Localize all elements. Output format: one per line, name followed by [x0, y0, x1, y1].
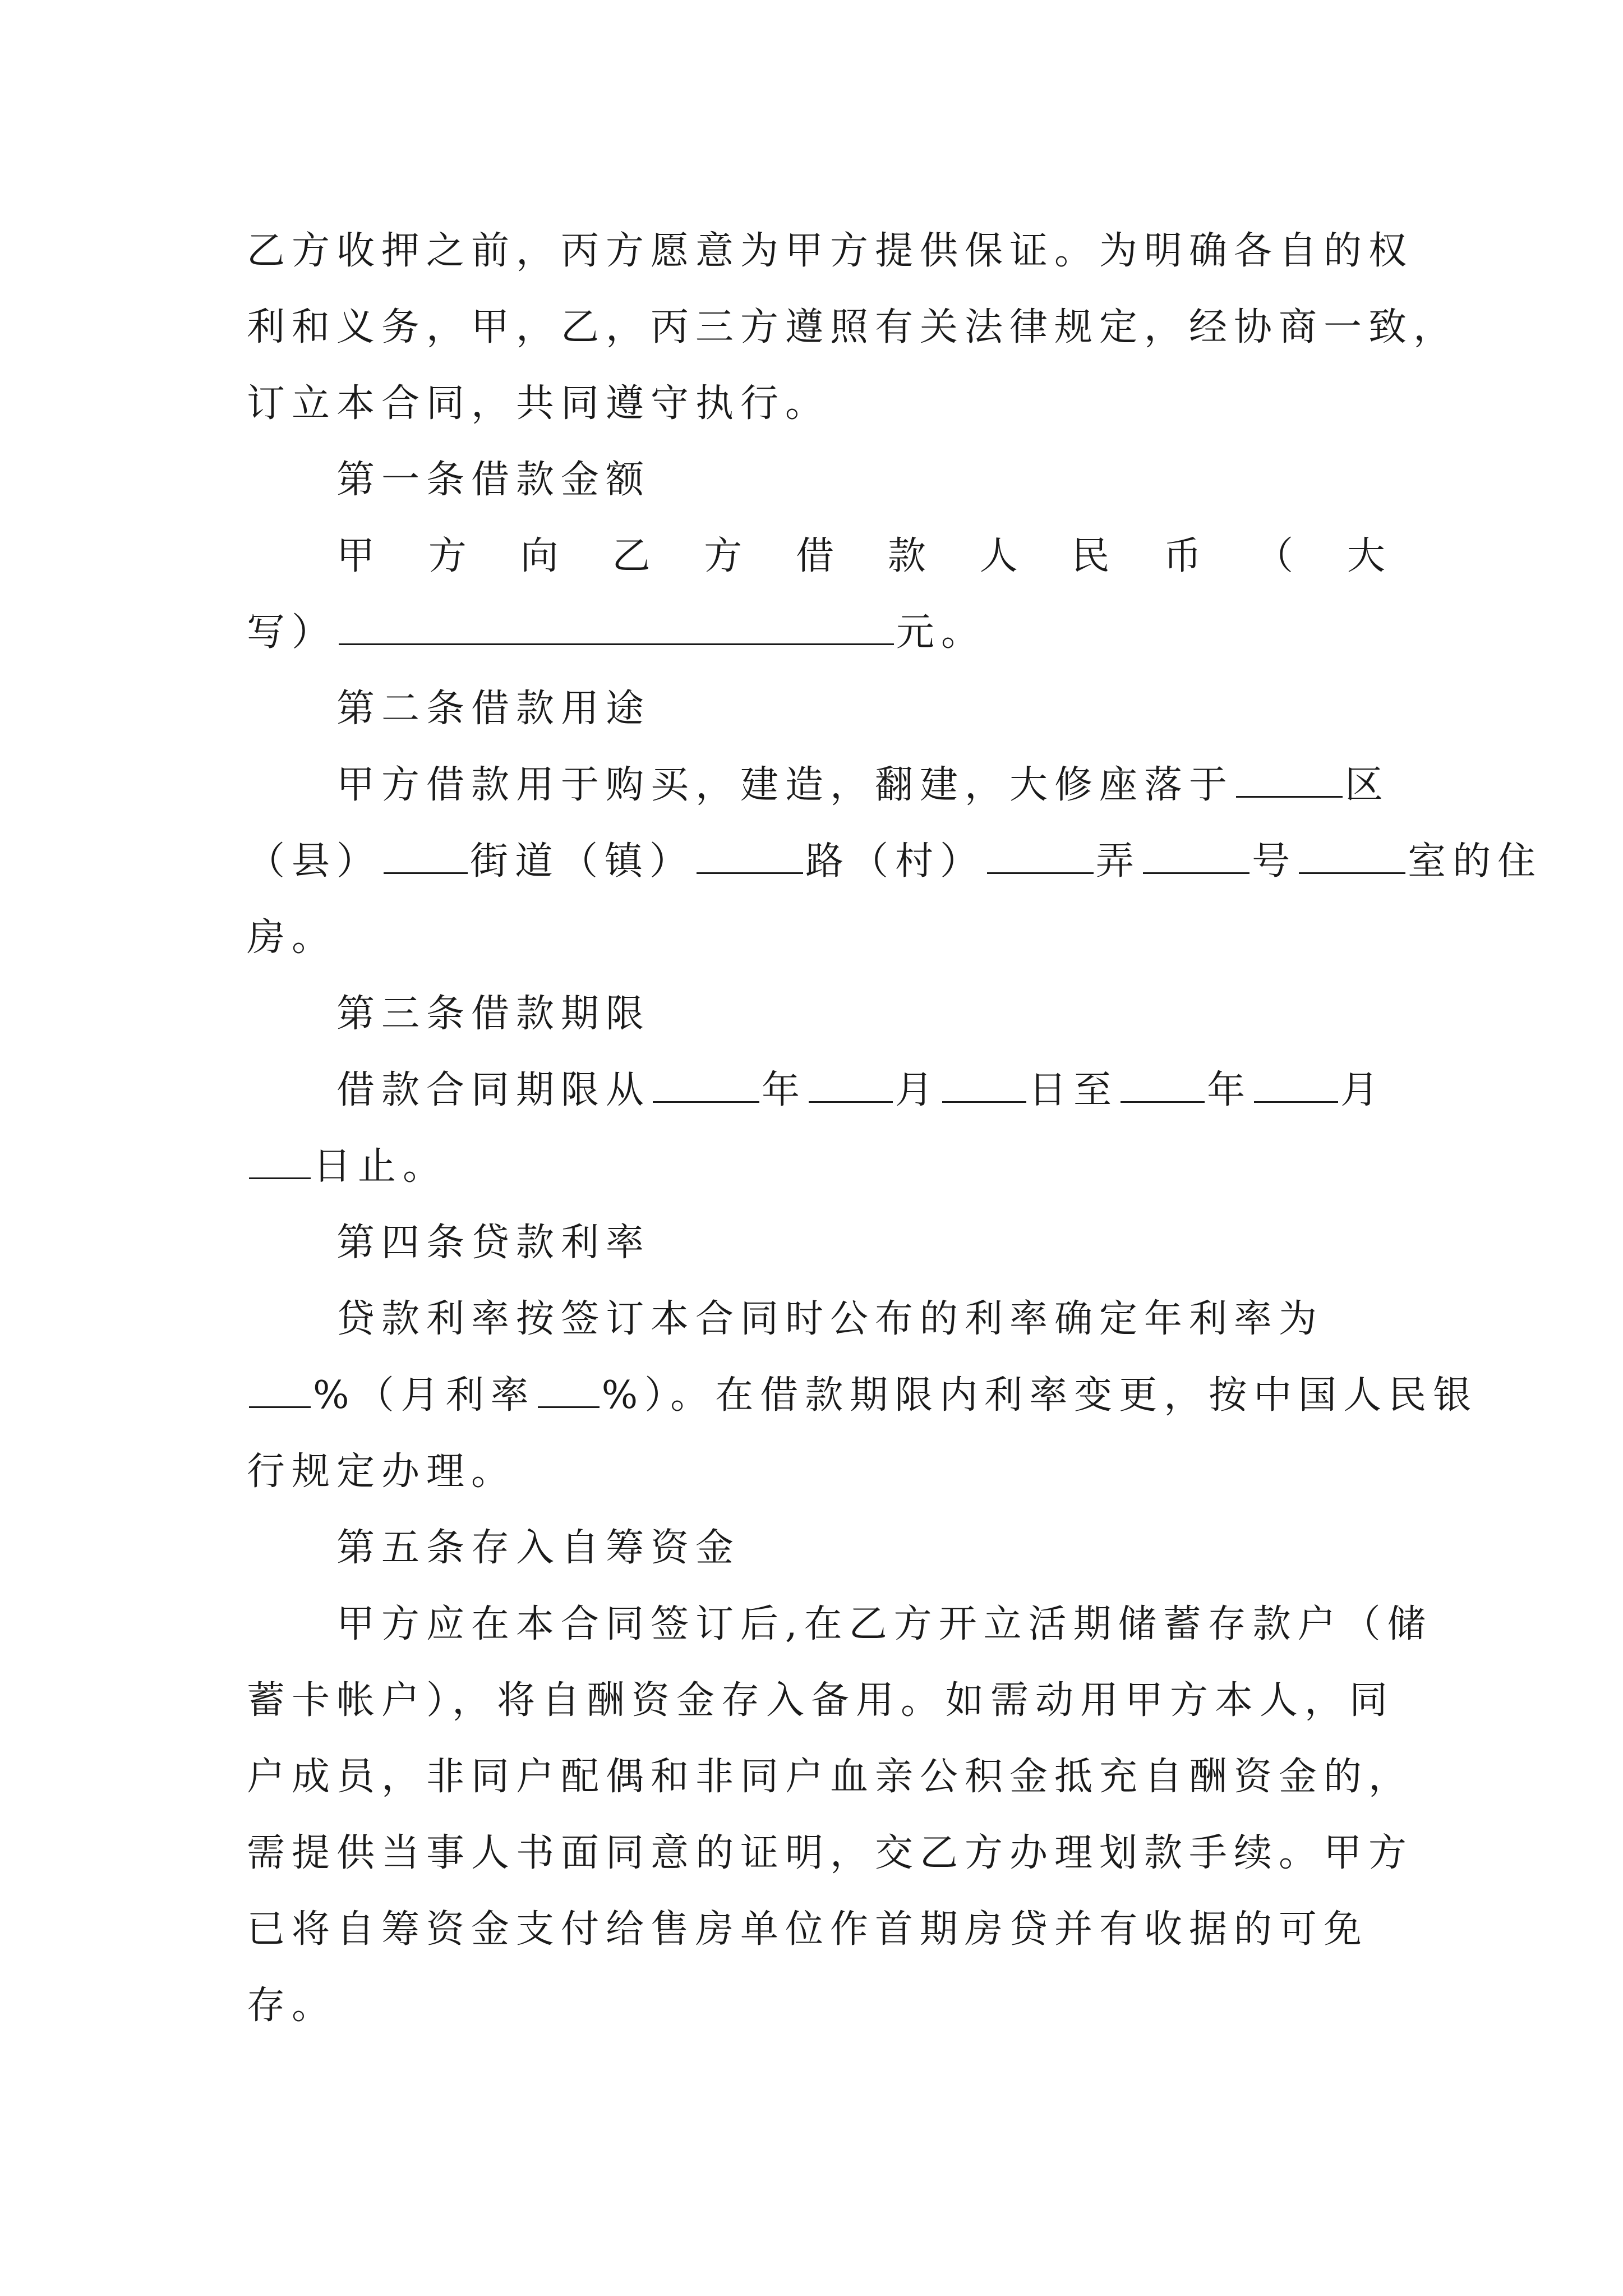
end-day-blank[interactable] — [249, 1145, 311, 1179]
street-label: 街道（镇） — [470, 839, 695, 884]
article-2-district: 区 — [1345, 763, 1390, 807]
article-5-line-4: 需提供当事人书面同意的证明，交乙方办理划款手续。甲方 — [247, 1831, 1414, 1875]
article-3-heading: 第三条借款期限 — [336, 992, 651, 1036]
lane-blank[interactable] — [987, 840, 1094, 874]
article-4-line-1: 贷款利率按签订本合同时公布的利率确定年利率为 — [336, 1297, 1324, 1341]
number-blank[interactable] — [1143, 840, 1249, 874]
start-day-label: 日至 — [1029, 1068, 1119, 1112]
article-1-suffix: 元。 — [896, 610, 986, 655]
start-day-blank[interactable] — [942, 1069, 1026, 1103]
article-1-line-1 — [247, 518, 1385, 595]
article-1-char: 甲 — [336, 534, 375, 578]
article-5-line-5: 已将自筹资金支付给售房单位作首期房贷并有收据的可免 — [247, 1907, 1369, 1952]
county-label: （县） — [247, 839, 382, 884]
end-day-label: 日止。 — [313, 1144, 448, 1189]
intro-line-3: 订立本合同，共同遵守执行。 — [247, 381, 831, 426]
article-4-line-3: 行规定办理。 — [247, 1450, 517, 1494]
article-1-char: 款 — [887, 534, 926, 578]
article-1-char: 民 — [1071, 534, 1110, 578]
article-3-line-1 — [247, 1052, 1385, 1129]
article-1-char: 币 — [1163, 534, 1202, 578]
article-1-char: 方 — [428, 534, 467, 578]
article-2-text: 甲方借款用于购买，建造，翻建，大修座落于 — [336, 763, 1234, 807]
amount-blank[interactable] — [339, 611, 894, 645]
article-2-line-3: 房。 — [247, 915, 337, 960]
start-month-label: 月 — [895, 1068, 940, 1112]
district-blank[interactable] — [1236, 763, 1343, 798]
article-2-heading: 第二条借款用途 — [336, 687, 651, 731]
article-1-line-2 — [247, 595, 1385, 671]
article-5-line-3: 户成员，非同户配偶和非同户血亲公积金抵充自酬资金的， — [247, 1755, 1414, 1799]
monthly-rate-blank[interactable] — [538, 1374, 600, 1408]
annual-rate-label: %（月利率 — [313, 1373, 536, 1418]
article-1-char: 人 — [979, 534, 1018, 578]
article-5-line-2: 蓄卡帐户），将自酬资金存入备用。如需动用甲方本人，同 — [247, 1678, 1395, 1723]
end-year-label: 年 — [1207, 1068, 1252, 1112]
number-label: 号 — [1252, 839, 1297, 884]
article-2-line-2 — [247, 823, 1543, 900]
room-blank[interactable] — [1299, 840, 1405, 874]
monthly-rate-label: %）。在借款期限内利率变更，按中国人民银 — [601, 1373, 1478, 1418]
road-label: 路（村） — [805, 839, 985, 884]
document-page — [247, 213, 1543, 2044]
article-5-heading: 第五条存入自筹资金 — [336, 1526, 741, 1570]
article-1-char: 乙 — [612, 534, 651, 578]
article-1-heading: 第一条借款金额 — [336, 458, 651, 502]
article-5-line-1: 甲方应在本合同签订后,在乙方开立活期储蓄存款户（储 — [336, 1602, 1432, 1646]
article-1-char: 方 — [704, 534, 743, 578]
end-year-blank[interactable] — [1121, 1069, 1205, 1103]
start-month-blank[interactable] — [809, 1069, 893, 1103]
start-year-label: 年 — [762, 1068, 807, 1112]
article-1-char: 向 — [520, 534, 559, 578]
intro-line-2: 利和义务，甲，乙，丙三方遵照有关法律规定，经协商一致， — [247, 305, 1459, 349]
article-1-prefix: 写） — [247, 610, 337, 655]
article-4-line-2 — [247, 1358, 1478, 1434]
room-label: 室的住 — [1408, 839, 1543, 884]
article-4-heading: 第四条贷款利率 — [336, 1221, 651, 1265]
article-5-line-6: 存。 — [247, 1984, 337, 2028]
article-1-char: （ — [1255, 534, 1294, 578]
lane-label: 弄 — [1096, 839, 1141, 884]
article-3-text: 借款合同期限从 — [336, 1068, 651, 1112]
intro-line-1: 乙方收押之前，丙方愿意为甲方提供保证。为明确各自的权 — [247, 229, 1414, 273]
article-1-char: 借 — [796, 534, 834, 578]
road-blank[interactable] — [697, 840, 803, 874]
annual-rate-blank[interactable] — [249, 1374, 311, 1408]
article-3-line-2 — [247, 1129, 1385, 1205]
street-blank[interactable] — [384, 840, 468, 874]
start-year-blank[interactable] — [653, 1069, 759, 1103]
article-2-line-1 — [247, 747, 1390, 823]
end-month-label: 月 — [1340, 1068, 1386, 1112]
article-1-char: 大 — [1347, 534, 1385, 578]
end-month-blank[interactable] — [1254, 1069, 1338, 1103]
